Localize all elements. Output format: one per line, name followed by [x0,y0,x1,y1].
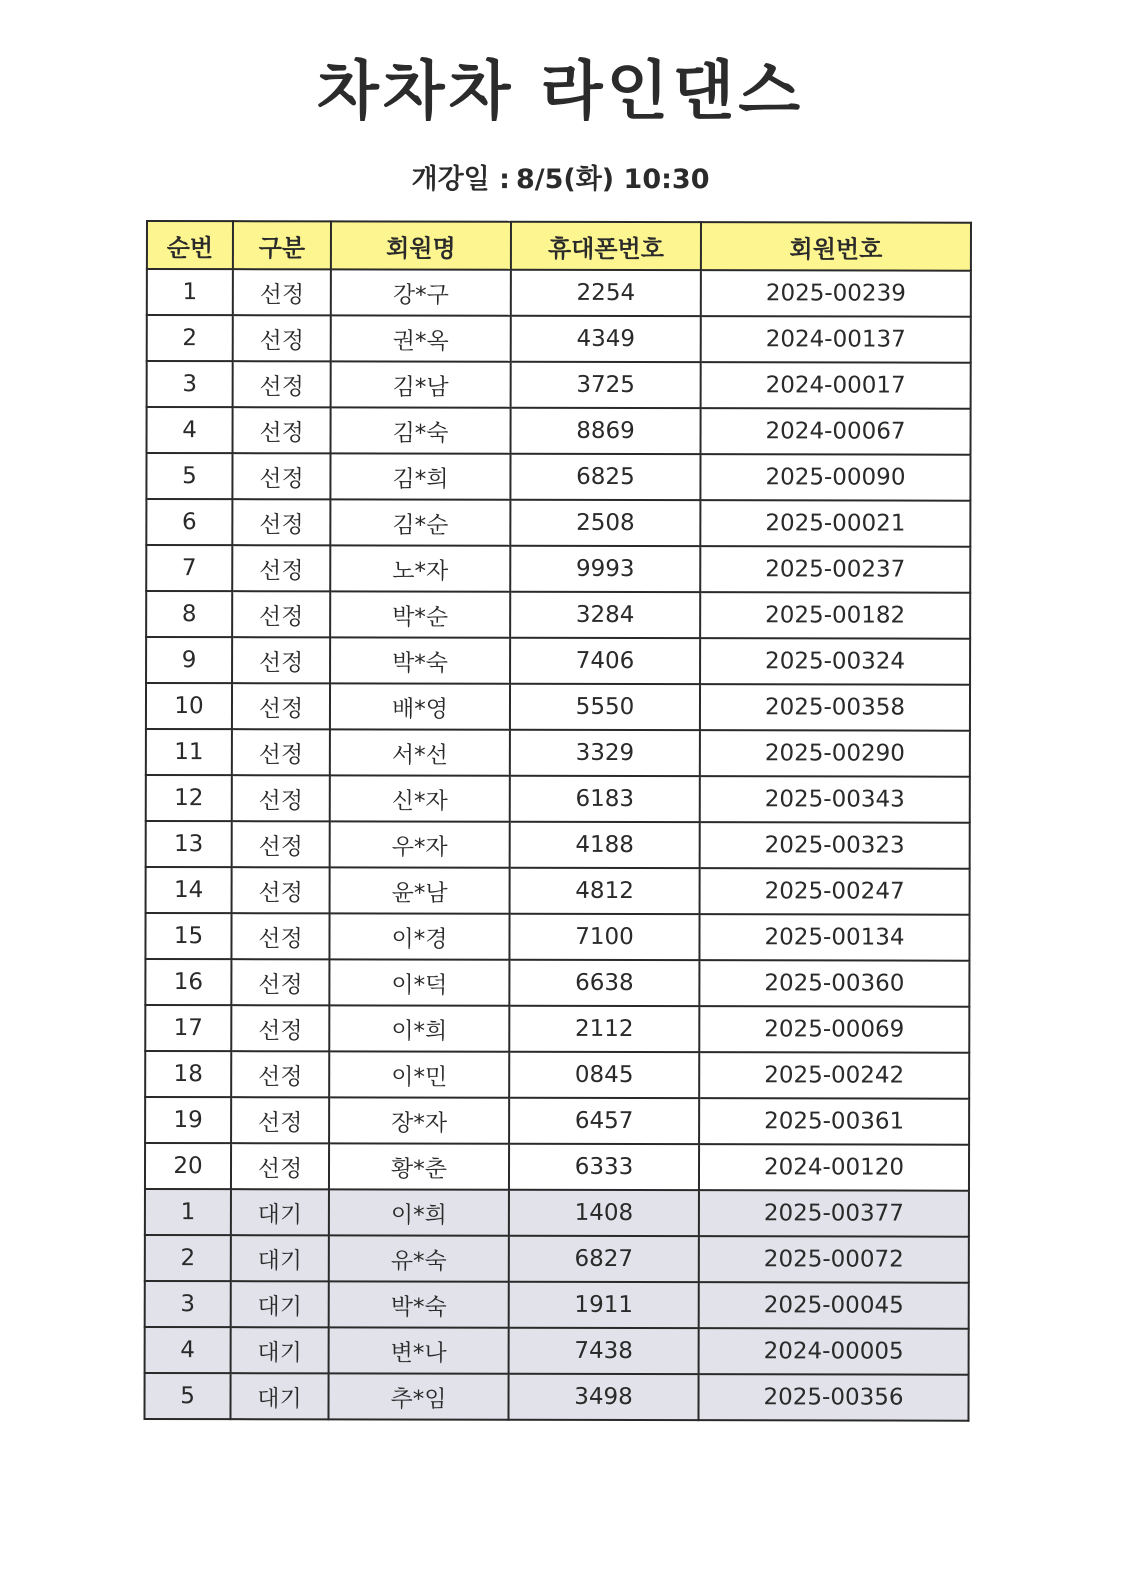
cell-phone: 3329 [510,730,700,776]
cell-member-number: 2024-00005 [699,1328,969,1375]
cell-member-name: 박*순 [330,591,510,637]
cell-phone: 6333 [509,1144,699,1190]
cell-member-number: 2024-00137 [701,316,971,363]
cell-member-name: 강*구 [331,269,511,315]
cell-order: 12 [146,775,232,821]
cell-member-number: 2025-00377 [699,1190,969,1237]
cell-member-name: 박*숙 [329,1281,509,1327]
cell-member-name: 이*민 [329,1051,509,1097]
cell-category: 선정 [232,821,330,867]
cell-phone: 6638 [509,960,699,1006]
cell-order: 9 [146,637,232,683]
column-header-member-name: 회원명 [331,221,511,269]
cell-category: 대기 [231,1327,329,1373]
cell-order: 1 [147,269,233,315]
cell-order: 2 [147,315,233,361]
cell-category: 선정 [232,867,330,913]
cell-member-number: 2025-00343 [700,776,970,823]
cell-order: 10 [146,683,232,729]
cell-phone: 5550 [510,684,700,730]
cell-member-name: 유*숙 [329,1235,509,1281]
cell-member-name: 김*순 [330,499,510,545]
cell-category: 선정 [231,1097,329,1143]
cell-member-name: 윤*남 [330,867,510,913]
cell-member-name: 이*경 [329,913,509,959]
table-row [145,1235,969,1283]
cell-category: 선정 [232,545,330,591]
table-row [144,1373,968,1421]
table-row [145,913,969,961]
cell-member-number: 2025-00242 [699,1052,969,1099]
cell-order: 7 [146,545,232,591]
cell-member-number: 2025-00134 [699,914,969,961]
cell-category: 선정 [232,729,330,775]
cell-phone: 6183 [510,776,700,822]
table-row [147,269,971,317]
table-row [145,959,969,1007]
cell-member-name: 이*희 [329,1189,509,1235]
cell-phone: 0845 [509,1052,699,1098]
cell-member-number: 2025-00247 [700,868,970,915]
cell-member-name: 배*영 [330,683,510,729]
cell-category: 선정 [231,913,329,959]
table-row [146,591,970,639]
cell-member-name: 박*숙 [330,637,510,683]
table-row [147,361,971,409]
cell-category: 선정 [232,683,330,729]
cell-order: 4 [147,407,233,453]
cell-order: 20 [145,1143,231,1189]
cell-phone: 1408 [509,1190,699,1236]
cell-category: 선정 [232,499,330,545]
member-roster-table [143,220,972,1422]
cell-phone: 4349 [511,316,701,362]
start-date-value: 8/5(화) 10:30 [515,164,710,195]
start-date-label: 개강일 : [411,164,510,195]
table-row [145,1051,969,1099]
table-row [147,315,971,363]
cell-phone: 1911 [509,1282,699,1328]
cell-member-number: 2025-00356 [698,1374,968,1421]
cell-member-number: 2025-00324 [700,638,970,685]
cell-member-number: 2025-00239 [701,270,971,317]
cell-phone: 2508 [510,500,700,546]
cell-member-number: 2025-00358 [700,684,970,731]
cell-phone: 6827 [509,1236,699,1282]
table-row [145,1143,969,1191]
cell-phone: 3498 [508,1374,698,1420]
cell-phone: 4188 [510,822,700,868]
cell-member-name: 추*임 [328,1373,508,1419]
table-row [145,1005,969,1053]
cell-category: 선정 [233,361,331,407]
cell-category: 선정 [233,269,331,315]
header-row [147,221,971,271]
table-row [145,1327,969,1375]
table-row [146,499,970,547]
start-date-line [0,160,1121,200]
cell-order: 14 [146,867,232,913]
cell-member-number: 2024-00120 [699,1144,969,1191]
column-header-category: 구분 [233,221,331,269]
cell-order: 19 [145,1097,231,1143]
cell-phone: 4812 [510,868,700,914]
cell-member-number: 2025-00237 [700,546,970,593]
cell-phone: 6457 [509,1098,699,1144]
cell-member-number: 2025-00290 [700,730,970,777]
cell-member-number: 2025-00069 [699,1006,969,1053]
cell-category: 선정 [231,1005,329,1051]
cell-member-number: 2025-00072 [699,1236,969,1283]
cell-order: 3 [145,1281,231,1327]
table-header [147,221,971,271]
table-row [147,407,971,455]
cell-member-name: 우*자 [330,821,510,867]
table-row [145,1189,969,1237]
cell-member-number: 2024-00017 [701,362,971,409]
cell-member-number: 2025-00360 [699,960,969,1007]
page-title: 차차차 라인댄스 [316,55,805,129]
cell-member-number: 2025-00361 [699,1098,969,1145]
cell-order: 8 [146,591,232,637]
column-header-order: 순번 [147,221,233,269]
cell-phone: 2112 [509,1006,699,1052]
cell-member-name: 신*자 [330,775,510,821]
cell-category: 대기 [231,1189,329,1235]
cell-order: 1 [145,1189,231,1235]
table-body [144,269,970,1421]
cell-member-number: 2025-00090 [700,454,970,501]
cell-member-number: 2025-00021 [700,500,970,547]
cell-order: 16 [145,959,231,1005]
cell-member-name: 서*선 [330,729,510,775]
cell-order: 5 [144,1373,230,1419]
cell-category: 선정 [233,315,331,361]
table-row [146,545,970,593]
table-row [146,821,970,869]
cell-phone: 9993 [510,546,700,592]
cell-category: 선정 [232,453,330,499]
cell-order: 13 [146,821,232,867]
table-row [146,867,970,915]
column-header-member-number: 회원번호 [701,222,971,271]
cell-member-name: 이*덕 [329,959,509,1005]
cell-category: 대기 [231,1281,329,1327]
cell-member-name: 노*자 [330,545,510,591]
table-row [146,729,970,777]
cell-order: 6 [146,499,232,545]
cell-category: 선정 [231,959,329,1005]
cell-category: 대기 [231,1235,329,1281]
cell-category: 선정 [231,1051,329,1097]
cell-member-name: 김*남 [331,361,511,407]
table-row [145,1097,969,1145]
cell-member-number: 2025-00182 [700,592,970,639]
cell-category: 선정 [232,591,330,637]
table-row [146,637,970,685]
cell-order: 4 [145,1327,231,1373]
cell-phone: 3725 [511,362,701,408]
cell-member-name: 이*희 [329,1005,509,1051]
cell-member-name: 김*숙 [331,407,511,453]
cell-phone: 6825 [510,454,700,500]
cell-member-name: 황*춘 [329,1143,509,1189]
cell-order: 5 [146,453,232,499]
cell-category: 선정 [232,637,330,683]
cell-member-name: 김*희 [330,453,510,499]
table-row [145,1281,969,1329]
cell-member-number: 2025-00045 [699,1282,969,1329]
cell-category: 선정 [231,1143,329,1189]
cell-category: 선정 [233,407,331,453]
cell-order: 11 [146,729,232,775]
cell-order: 18 [145,1051,231,1097]
cell-category: 대기 [230,1373,328,1419]
cell-phone: 7100 [509,914,699,960]
cell-member-number: 2024-00067 [701,408,971,455]
cell-order: 3 [147,361,233,407]
table-row [146,683,970,731]
column-header-phone: 휴대폰번호 [511,222,701,270]
cell-category: 선정 [232,775,330,821]
cell-phone: 8869 [511,408,701,454]
cell-order: 15 [145,913,231,959]
cell-order: 17 [145,1005,231,1051]
table-row [146,453,970,501]
cell-member-name: 장*자 [329,1097,509,1143]
cell-phone: 2254 [511,270,701,316]
cell-order: 2 [145,1235,231,1281]
cell-member-name: 변*나 [329,1327,509,1373]
cell-member-name: 권*옥 [331,315,511,361]
table-row [146,775,970,823]
cell-phone: 7438 [509,1328,699,1374]
cell-phone: 7406 [510,638,700,684]
cell-member-number: 2025-00323 [700,822,970,869]
cell-phone: 3284 [510,592,700,638]
